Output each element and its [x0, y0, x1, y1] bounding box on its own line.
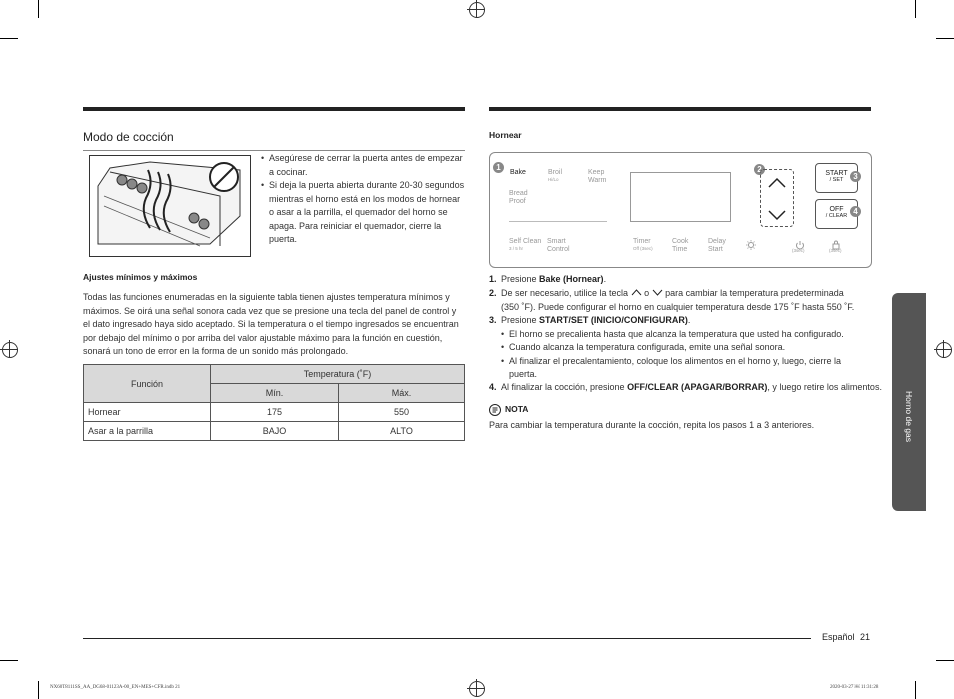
step-text: , y luego retire los alimentos. — [767, 382, 882, 392]
panel-smart-2: Control — [547, 246, 570, 253]
callout-3: 3 — [850, 171, 861, 182]
table-header-max: Máx. — [339, 384, 465, 403]
callout-2: 2 — [754, 164, 765, 175]
crop-mark — [38, 0, 39, 18]
crop-mark — [0, 660, 18, 661]
panel-timer[interactable]: Timer — [633, 238, 651, 245]
note-item: • Si deja la puerta abierta durante 20-30 segundos mientras el horno está en los modos de hornear o asar a la parrilla, el quemador del horno se apaga. Para reiniciar el quemador, cierre la puerta. — [261, 179, 465, 247]
step-4 — [489, 381, 884, 395]
panel-bread-2: Proof — [509, 198, 526, 205]
oven-illustration — [89, 155, 251, 257]
crop-mark — [936, 660, 954, 661]
limits-paragraph: Todas las funciones enumeradas en la siguiente tabla tienen ajustes temperatura mínimos y máximos. Se oirá una señal sonora cada vez que se presione una tecla del panel de control y el dato ingresado haya sido aceptado. Si la temperatura o el tiempo ingresados se encuentran por debajo del mínimo o por arriba del valor ajustable máximo para la función en cuestión, sonará un tono de error en la forma de un sonido más prolongado. — [83, 292, 459, 356]
footer-language: Español — [822, 632, 855, 642]
step-number: 3. — [489, 315, 497, 325]
note-item: • Asegúrese de cerrar la puerta antes de empezar a cocinar. — [261, 152, 465, 179]
icon-a-sub: (3sec) — [792, 248, 805, 253]
table-header-min: Mín. — [211, 384, 339, 403]
panel-broil[interactable]: Broil — [548, 169, 563, 176]
bullet-item: • El horno se precalienta hasta que alcanza la temperatura que usted ha configurado. — [501, 328, 874, 342]
table-cell: ALTO — [339, 422, 465, 441]
step-key: START/SET (INICIO/CONFIGURAR) — [539, 315, 688, 325]
crop-mark — [936, 38, 954, 39]
table-row — [84, 422, 465, 441]
wifi-lock-icon[interactable] — [831, 237, 841, 247]
panel-keep-warm-2: Warm — [588, 177, 607, 184]
set-label: / SET — [829, 177, 844, 183]
step-1 — [489, 273, 874, 287]
panel-cook-2: Time — [672, 246, 688, 253]
step-text: Presione — [501, 274, 540, 284]
note-icon — [489, 403, 501, 415]
table-header-temp: Temperatura (˚F) — [211, 365, 465, 384]
step-number: 2. — [489, 288, 497, 298]
panel-cook-1[interactable]: Cook — [672, 238, 689, 245]
bullet-item: • Cuando alcanza la temperatura configurada, emite una señal sonora. — [501, 341, 874, 355]
panel-timer-sub: Off (3sec) — [633, 246, 653, 251]
step3-bullets — [489, 328, 874, 382]
caret-down-icon[interactable] — [767, 208, 787, 226]
step-text: Presione — [501, 315, 540, 325]
section-rule — [83, 107, 465, 111]
registration-mark-icon — [469, 2, 485, 18]
step-number: 4. — [489, 382, 497, 392]
step-3 — [489, 314, 874, 382]
step-text: . — [687, 315, 691, 325]
callout-1: 1 — [493, 162, 504, 173]
control-panel — [489, 152, 872, 268]
icon-b-sub: (3sec) — [829, 248, 842, 253]
bullet-item: • Al finalizar el precalentamiento, coloque los alimentos en el horno y, luego, cierre la puerta. — [501, 355, 854, 382]
note-text: Para cambiar la temperatura durante la cocción, repita los pasos 1 a 3 anteriores. — [489, 420, 815, 430]
light-icon[interactable] — [746, 237, 756, 247]
registration-mark-icon — [469, 681, 485, 697]
caret-up-icon[interactable] — [767, 176, 787, 194]
panel-bake[interactable]: Bake — [510, 169, 526, 176]
panel-self-clean-sub: 3 / 5 hr — [509, 246, 524, 251]
panel-delay-2: Start — [708, 246, 723, 253]
panel-bread-1[interactable]: Bread — [509, 190, 528, 197]
panel-display — [630, 172, 731, 222]
crop-mark — [915, 681, 916, 699]
panel-keep-warm-1[interactable]: Keep — [588, 169, 605, 176]
panel-smart-1[interactable]: Smart — [547, 238, 566, 245]
bake-heading: Hornear — [489, 130, 522, 140]
registration-mark-icon — [2, 342, 18, 358]
clear-label: / CLEAR — [825, 213, 848, 219]
note-label: NOTA — [505, 404, 529, 414]
section-rule — [489, 107, 871, 111]
table-cell: BAJO — [211, 422, 339, 441]
step-key: Bake (Hornear) — [539, 274, 604, 284]
lock-icon[interactable] — [795, 237, 805, 247]
arrow-key-group — [760, 169, 794, 227]
prohibited-icon — [208, 161, 240, 193]
step-text: (350 ˚F). Puede configurar el horno en cualquier temperatura desde 175 ˚F hasta 550 ˚F. — [501, 301, 855, 312]
side-tab-label: Horno de gas — [904, 391, 914, 443]
footer-rule — [83, 638, 811, 639]
step-key: OFF/CLEAR (APAGAR/BORRAR) — [627, 382, 768, 392]
crop-mark — [38, 681, 39, 699]
section-title: Modo de cocción — [83, 130, 174, 144]
step-text: . — [603, 274, 607, 284]
crop-mark — [0, 38, 18, 39]
table-header-function: Función — [84, 365, 211, 403]
table-cell: 550 — [339, 403, 465, 422]
table-row — [84, 403, 465, 422]
step-text: Al finalizar la cocción, presione — [501, 382, 628, 392]
print-info-right: 2020-03-27 ￼ 11:31:28 — [830, 685, 879, 690]
step-number: 1. — [489, 274, 497, 284]
page-number: 21 — [860, 632, 871, 642]
step-2 — [489, 287, 874, 314]
panel-divider — [509, 221, 607, 222]
table-cell: 175 — [211, 403, 339, 422]
callout-4: 4 — [850, 206, 861, 217]
limits-table — [83, 364, 465, 441]
step-text: o — [644, 288, 650, 298]
table-cell: Hornear — [84, 403, 211, 422]
step-text: De ser necesario, utilice la tecla — [501, 288, 629, 298]
panel-delay-1[interactable]: Delay — [708, 238, 726, 245]
caret-up-icon — [631, 289, 642, 296]
registration-mark-icon — [936, 342, 952, 358]
side-tab — [892, 293, 926, 511]
oven-notes — [261, 152, 465, 247]
limits-heading: Ajustes mínimos y máximos — [83, 272, 198, 282]
panel-broil-sub: Hi/Lo — [548, 177, 559, 182]
print-info-left: NX60T8111SS_AA_DG68-01123A-00_EN+MES+CFR.indb 21 — [50, 685, 181, 690]
title-underline — [83, 150, 465, 151]
crop-mark — [915, 0, 916, 18]
step-text: para cambiar la temperatura predeterminada — [665, 288, 844, 298]
start-label: START — [825, 170, 848, 177]
table-cell: Asar a la parrilla — [84, 422, 211, 441]
caret-down-icon — [652, 289, 663, 296]
off-label: OFF — [829, 206, 844, 213]
panel-self-clean[interactable]: Self Clean — [509, 238, 542, 245]
